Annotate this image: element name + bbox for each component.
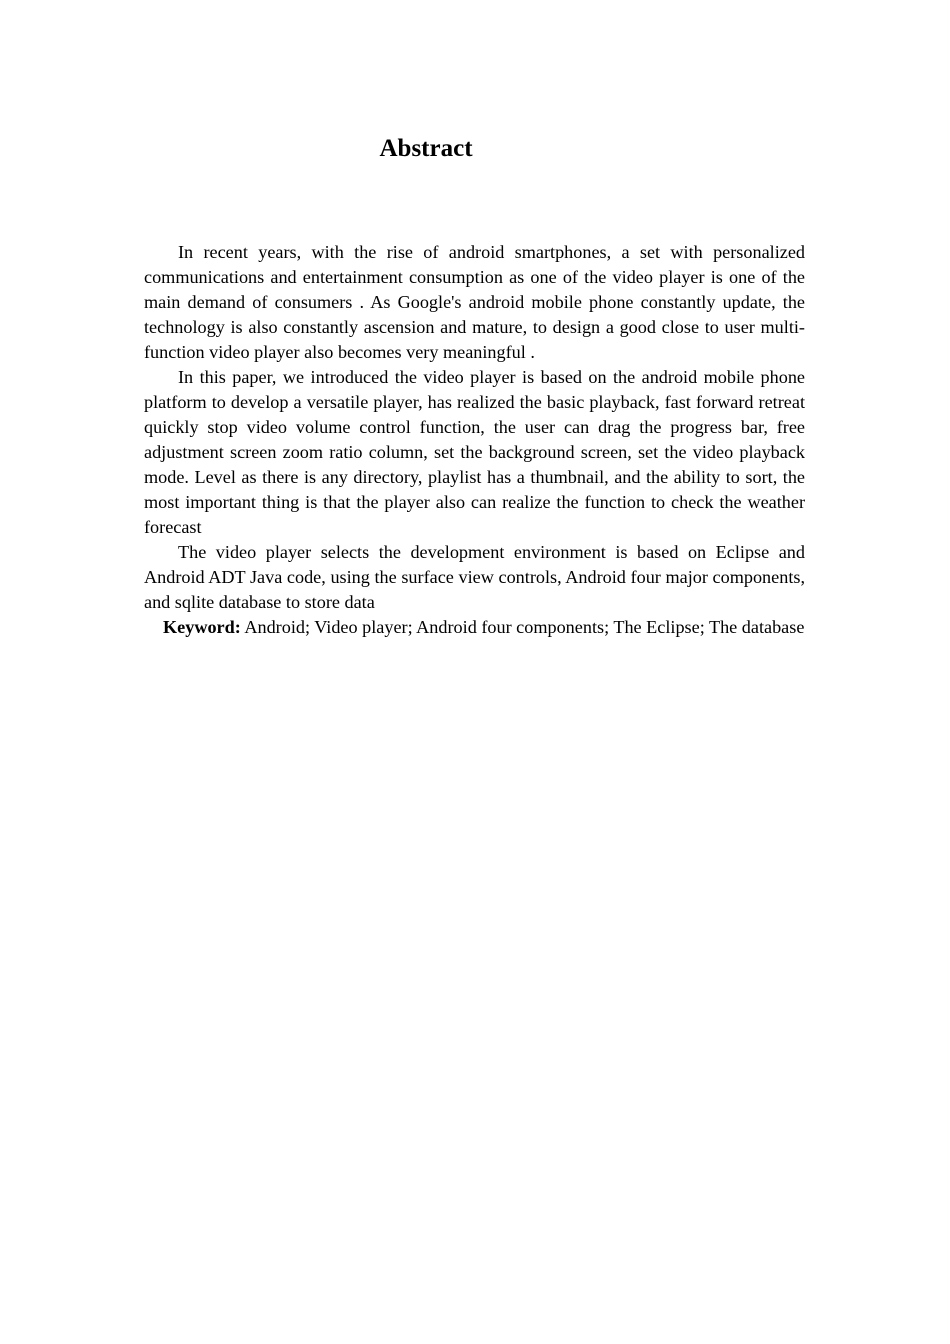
abstract-paragraph-3: The video player selects the development environment is based on Eclipse and Android ADT Java code, using the surface view controls, Android four major components, and sqlite database to store data <box>144 542 805 612</box>
abstract-paragraph-2: In this paper, we introduced the video player is based on the android mobile phone platform to develop a versatile player, has realized the basic playback, fast forward retreat quickly stop video volume control function, the user can drag the progress bar, free adjustment screen zoom ratio column, set the background screen, set the video playback mode. Level as there is any directory, playlist has a thumbnail, and the ability to sort, the most important thing is that the player also can realize the function to check the weather forecast <box>144 367 805 537</box>
keywords-line <box>144 615 805 640</box>
abstract-body <box>144 240 805 640</box>
page-title: Abstract <box>379 135 473 162</box>
abstract-paragraph-1: In recent years, with the rise of android smartphones, a set with personalized communications and entertainment consumption as one of the video player is one of the main demand of consumers . As Google's android mobile phone constantly update, the technology is also constantly ascension and mature, to design a good close to user multi-function video player also becomes very meaningful . <box>144 242 805 362</box>
keywords-text: Android; Video player; Android four components; The Eclipse; The database <box>244 617 805 637</box>
keywords-label: Keyword: <box>163 617 241 637</box>
